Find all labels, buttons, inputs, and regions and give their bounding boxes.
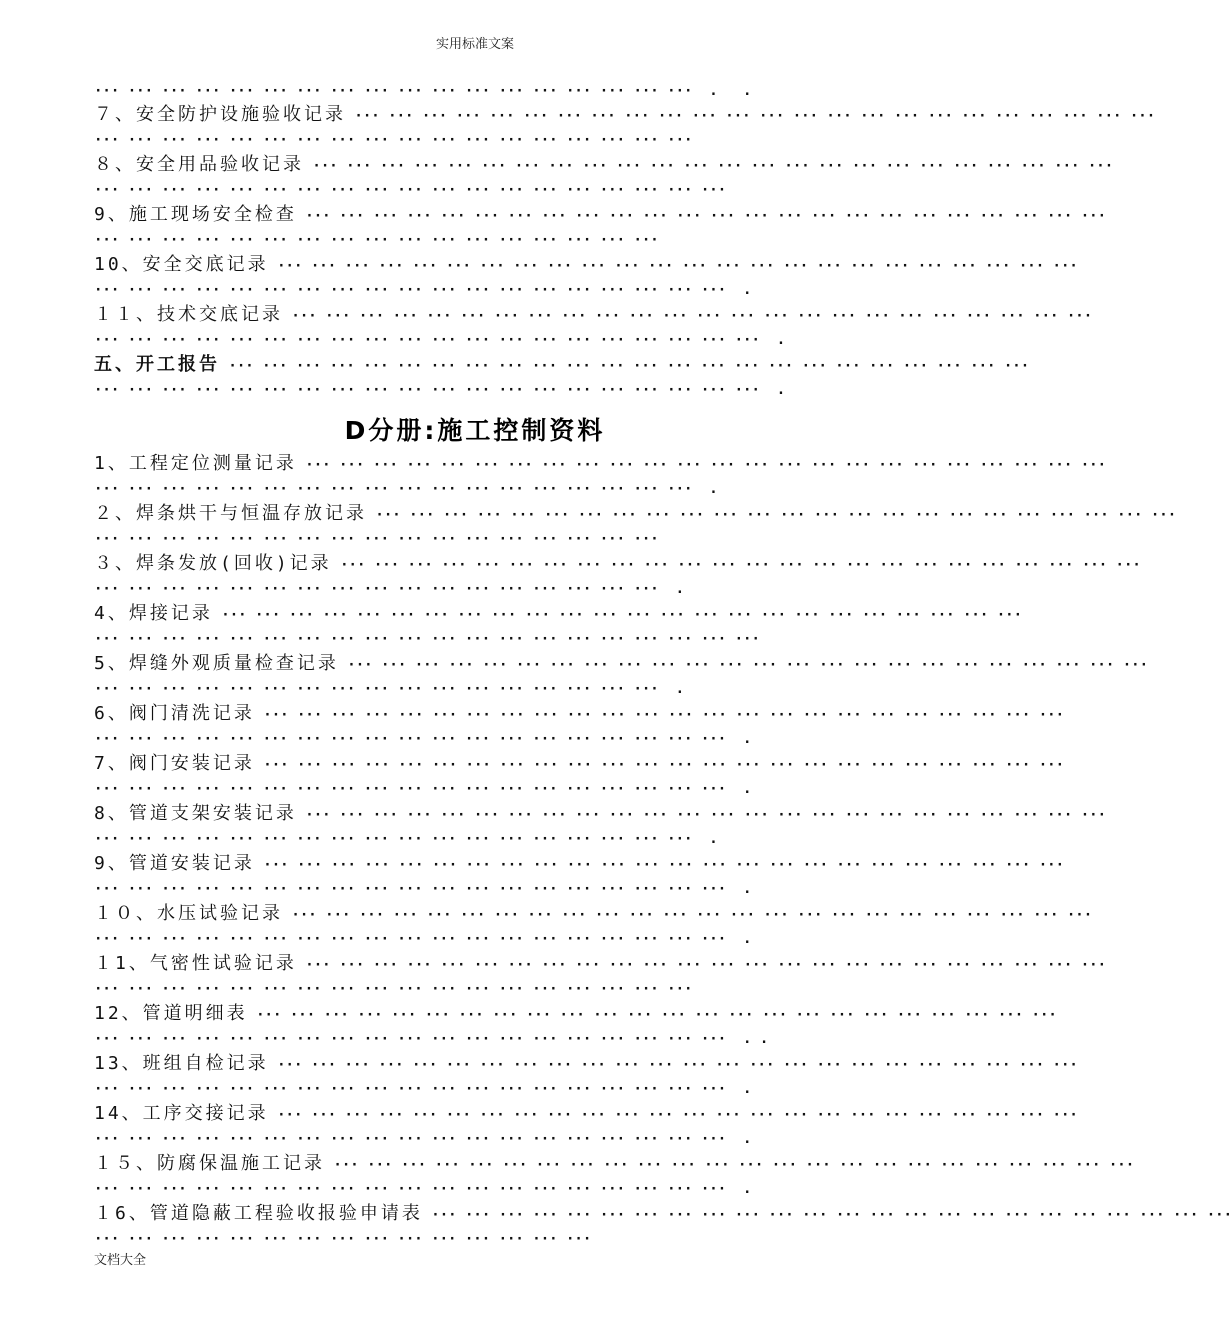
toc-entry bbox=[94, 652, 1148, 676]
toc-entry-label: 13、班组自检记录 bbox=[94, 1053, 269, 1074]
toc-entry-label: 14、工序交接记录 bbox=[94, 1103, 269, 1124]
toc-entry-label: ７、安全防护设施验收记录 bbox=[94, 104, 346, 125]
dot-leader: ··· ··· ··· ··· ··· ··· ··· ··· ··· ··· ··· ··· ··· ··· ··· ··· ··· ··· ··· ··· ··· ··· ··· ··· bbox=[220, 358, 1030, 374]
toc-entry-label: 5、焊缝外观质量检查记录 bbox=[94, 653, 339, 674]
dot-leader: ··· ··· ··· ··· ··· ··· ··· ··· ··· ··· ··· ··· ··· ··· ··· ··· ··· ··· bbox=[94, 981, 693, 997]
dot-leader: ··· ··· ··· ··· ··· ··· ··· ··· ··· ··· ··· ··· ··· ··· ··· ··· ··· ··· ··· ··· ··· ··· ··· ··· bbox=[338, 657, 1148, 673]
toc-entry bbox=[94, 802, 1106, 826]
dot-leader: ··· ··· ··· ··· ··· ··· ··· ··· ··· ··· ··· ··· ··· ··· ··· ··· ··· ··· ··· ··· ··· ··· ··· ··· bbox=[212, 607, 1022, 623]
dot-leader: ··· ··· ··· ··· ··· ··· ··· ··· ··· ··· ··· ··· ··· ··· ··· ··· ··· ··· ··· ··· ··· ··· ··· ··· bbox=[296, 957, 1106, 973]
toc-entry-label: 9、管道安装记录 bbox=[94, 853, 255, 874]
toc-entry bbox=[94, 502, 1177, 526]
section-heading: D分册:施工控制资料 bbox=[344, 416, 606, 445]
dot-leader: ··· ··· ··· ··· ··· ··· ··· ··· ··· ··· ··· ··· ··· ··· ··· ··· ··· bbox=[94, 232, 659, 248]
page-footer: 文档大全 bbox=[94, 1253, 147, 1268]
toc-entry-label: 4、焊接记录 bbox=[94, 603, 213, 624]
dot-leader: ··· ··· ··· ··· ··· ··· ··· ··· ··· ··· ··· ··· ··· ··· ··· ··· ··· ··· ··· . bbox=[94, 781, 752, 797]
toc-entry bbox=[94, 253, 1078, 277]
dot-leader: ··· ··· ··· ··· ··· ··· ··· ··· ··· ··· ··· ··· ··· ··· ··· ··· ··· ··· ··· ··· ··· ··· ··· ··· bbox=[254, 857, 1064, 873]
page-header: 实用标准文案 bbox=[435, 37, 514, 52]
dot-leader: ··· ··· ··· ··· ··· ··· ··· ··· ··· ··· ··· ··· ··· ··· ··· ··· ··· ··· ··· . bbox=[94, 282, 752, 298]
dot-leader: ··· ··· ··· ··· ··· ··· ··· ··· ··· ··· ··· ··· ··· ··· ··· ··· ··· ··· ··· ··· ··· ··· ··· ··· bbox=[247, 1007, 1057, 1023]
toc-entry-label: 1、工程定位测量记录 bbox=[94, 453, 297, 474]
toc-entry bbox=[94, 203, 1106, 227]
toc-entry bbox=[94, 353, 1030, 377]
toc-entry bbox=[94, 952, 1106, 976]
toc-entry bbox=[94, 552, 1141, 576]
dot-leader: ··· ··· ··· ··· ··· ··· ··· ··· ··· ··· ··· ··· ··· ··· ··· ··· ··· ··· ··· ··· ··· ··· ··· ··· bbox=[268, 1107, 1078, 1123]
dot-leader: ··· ··· ··· ··· ··· ··· ··· ··· ··· ··· ··· ··· ··· ··· ··· ··· ··· ··· ··· ··· ··· ··· ··· ··· bbox=[367, 507, 1177, 523]
toc-entry-label: １０、水压试验记录 bbox=[94, 903, 283, 924]
toc-entry-label: ２、焊条烘干与恒温存放记录 bbox=[94, 503, 367, 524]
dot-leader: ··· ··· ··· ··· ··· ··· ··· ··· ··· ··· ··· ··· ··· ··· ··· ··· ··· . bbox=[94, 681, 685, 697]
dot-leader: ··· ··· ··· ··· ··· ··· ··· ··· ··· ··· ··· ··· ··· ··· ··· ··· ··· ··· ··· ··· ··· ··· ··· ··· bbox=[283, 308, 1093, 324]
toc-entry-label: 五、开工报告 bbox=[94, 354, 220, 375]
toc-entry-label: 12、管道明细表 bbox=[94, 1003, 248, 1024]
dot-leader: ··· ··· ··· ··· ··· ··· ··· ··· ··· ··· ··· ··· ··· ··· ··· ··· ··· ··· ··· ··· ··· ··· ··· ··· bbox=[296, 457, 1106, 473]
dot-leader: ··· ··· ··· ··· ··· ··· ··· ··· ··· ··· ··· ··· ··· ··· ··· ··· ··· ··· bbox=[94, 132, 693, 148]
toc-entry bbox=[94, 303, 1093, 327]
dot-leader: ··· ··· ··· ··· ··· ··· ··· ··· ··· ··· ··· ··· ··· ··· ··· ··· ··· ··· . bbox=[94, 481, 718, 497]
toc-entry bbox=[94, 452, 1106, 476]
toc-entry-label: １1、气密性试验记录 bbox=[94, 953, 297, 974]
toc-entry bbox=[94, 1052, 1078, 1076]
dot-leader: ··· ··· ··· ··· ··· ··· ··· ··· ··· ··· ··· ··· ··· ··· ··· ··· ··· ··· ··· ··· ··· ··· ··· ··· bbox=[296, 807, 1106, 823]
dot-leader: ··· ··· ··· ··· ··· ··· ··· ··· ··· ··· ··· ··· ··· ··· ··· ··· ··· ··· ··· ··· ··· ··· ··· ··· bbox=[268, 1057, 1078, 1073]
dot-leader: ··· ··· ··· ··· ··· ··· ··· ··· ··· ··· ··· ··· ··· ··· ··· ··· ··· ··· ··· . bbox=[94, 881, 752, 897]
dot-leader: ··· ··· ··· ··· ··· ··· ··· ··· ··· ··· ··· ··· ··· ··· ··· ··· ··· ··· ··· ··· ··· ··· ··· ··· bbox=[331, 557, 1141, 573]
toc-entry bbox=[94, 752, 1064, 776]
dot-leader: ··· ··· ··· ··· ··· ··· ··· ··· ··· ··· ··· ··· ··· ··· ··· ··· ··· ··· ··· ··· . bbox=[94, 332, 786, 348]
toc-entry bbox=[94, 1152, 1135, 1176]
toc-entry bbox=[94, 1102, 1078, 1126]
dot-leader: ··· ··· ··· ··· ··· ··· ··· ··· ··· ··· ··· ··· ··· ··· ··· ··· ··· ··· ··· ··· bbox=[94, 631, 760, 647]
dot-leader: ··· ··· ··· ··· ··· ··· ··· ··· ··· ··· ··· ··· ··· ··· ··· ··· ··· ··· ··· ··· . bbox=[94, 382, 786, 398]
dot-leader: ··· ··· ··· ··· ··· ··· ··· ··· ··· ··· ··· ··· ··· ··· ··· ··· ··· ··· ··· . bbox=[94, 1181, 752, 1197]
toc-entry-label: １6、管道隐蔽工程验收报验申请表 bbox=[94, 1203, 423, 1224]
dot-leader: ··· ··· ··· ··· ··· ··· ··· ··· ··· ··· ··· ··· ··· ··· ··· ··· ··· ··· ··· . bbox=[94, 1131, 752, 1147]
dot-leader: ··· ··· ··· ··· ··· ··· ··· ··· ··· ··· ··· ··· ··· ··· ··· ··· ··· ··· ··· ··· ··· ··· ··· ··· bbox=[283, 907, 1093, 923]
toc-entry bbox=[94, 153, 1114, 177]
dot-leader: ··· ··· ··· ··· ··· ··· ··· ··· ··· ··· ··· ··· ··· ··· ··· ··· ··· ··· ··· ··· ··· ··· ··· ··· bbox=[268, 258, 1078, 274]
dot-leader: ··· ··· ··· ··· ··· ··· ··· ··· ··· ··· ··· ··· ··· ··· ··· ··· ··· ··· ··· ··· ··· ··· ··· ··· bbox=[296, 208, 1106, 224]
dot-leader: ··· ··· ··· ··· ··· ··· ··· ··· ··· ··· ··· ··· ··· ··· ··· ··· ··· ··· ··· bbox=[94, 182, 727, 198]
toc-entry-label: 7、阀门安装记录 bbox=[94, 753, 255, 774]
toc-entry-label: １５、防腐保温施工记录 bbox=[94, 1153, 325, 1174]
dot-leader: ··· ··· ··· ··· ··· ··· ··· ··· ··· ··· ··· ··· ··· ··· ··· ··· ··· ··· ··· ··· ··· ··· ··· ··· bbox=[422, 1207, 1232, 1223]
toc-entry bbox=[94, 902, 1093, 926]
dot-leader: ··· ··· ··· ··· ··· ··· ··· ··· ··· ··· ··· ··· ··· ··· ··· ··· ··· ··· ··· . bbox=[94, 731, 752, 747]
dot-leader: ··· ··· ··· ··· ··· ··· ··· ··· ··· ··· ··· ··· ··· ··· ··· ··· ··· ··· ··· ··· ··· ··· ··· ··· bbox=[254, 757, 1064, 773]
toc-entry bbox=[94, 852, 1064, 876]
dot-leader: ··· ··· ··· ··· ··· ··· ··· ··· ··· ··· ··· ··· ··· ··· ··· bbox=[94, 1231, 592, 1247]
toc-entry bbox=[94, 602, 1022, 626]
toc-entry-label: 8、管道支架安装记录 bbox=[94, 803, 297, 824]
toc-entry-label: 9、施工现场安全检查 bbox=[94, 204, 297, 225]
toc-entry-label: 6、阀门清洗记录 bbox=[94, 703, 255, 724]
dot-leader: ··· ··· ··· ··· ··· ··· ··· ··· ··· ··· ··· ··· ··· ··· ··· ··· ··· ··· ··· . . bbox=[94, 1031, 769, 1047]
dot-leader: ··· ··· ··· ··· ··· ··· ··· ··· ··· ··· ··· ··· ··· ··· ··· ··· ··· ··· ··· ··· ··· ··· ··· ··· bbox=[304, 158, 1114, 174]
dot-leader: ··· ··· ··· ··· ··· ··· ··· ··· ··· ··· ··· ··· ··· ··· ··· ··· ··· ··· ··· ··· ··· ··· ··· ··· bbox=[325, 1157, 1135, 1173]
toc-entry bbox=[94, 103, 1156, 127]
dot-leader: ··· ··· ··· ··· ··· ··· ··· ··· ··· ··· ··· ··· ··· ··· ··· ··· ··· ··· . . bbox=[94, 83, 752, 99]
toc-entry-label: 10、安全交底记录 bbox=[94, 254, 269, 275]
toc-entry bbox=[94, 1202, 1232, 1226]
dot-leader: ··· ··· ··· ··· ··· ··· ··· ··· ··· ··· ··· ··· ··· ··· ··· ··· ··· ··· . bbox=[94, 831, 718, 847]
dot-leader: ··· ··· ··· ··· ··· ··· ··· ··· ··· ··· ··· ··· ··· ··· ··· ··· ··· . bbox=[94, 581, 685, 597]
toc-entry-label: ３、焊条发放(回收)记录 bbox=[94, 553, 332, 574]
dot-leader: ··· ··· ··· ··· ··· ··· ··· ··· ··· ··· ··· ··· ··· ··· ··· ··· ··· ··· ··· . bbox=[94, 931, 752, 947]
dot-leader: ··· ··· ··· ··· ··· ··· ··· ··· ··· ··· ··· ··· ··· ··· ··· ··· ··· bbox=[94, 531, 659, 547]
toc-entry-label: １１、技术交底记录 bbox=[94, 304, 283, 325]
toc-entry bbox=[94, 702, 1064, 726]
toc-entry-label: ８、安全用品验收记录 bbox=[94, 154, 304, 175]
dot-leader: ··· ··· ··· ··· ··· ··· ··· ··· ··· ··· ··· ··· ··· ··· ··· ··· ··· ··· ··· . bbox=[94, 1081, 752, 1097]
toc-entry bbox=[94, 1002, 1057, 1026]
dot-leader: ··· ··· ··· ··· ··· ··· ··· ··· ··· ··· ··· ··· ··· ··· ··· ··· ··· ··· ··· ··· ··· ··· ··· ··· bbox=[346, 108, 1156, 124]
dot-leader: ··· ··· ··· ··· ··· ··· ··· ··· ··· ··· ··· ··· ··· ··· ··· ··· ··· ··· ··· ··· ··· ··· ··· ··· bbox=[254, 707, 1064, 723]
